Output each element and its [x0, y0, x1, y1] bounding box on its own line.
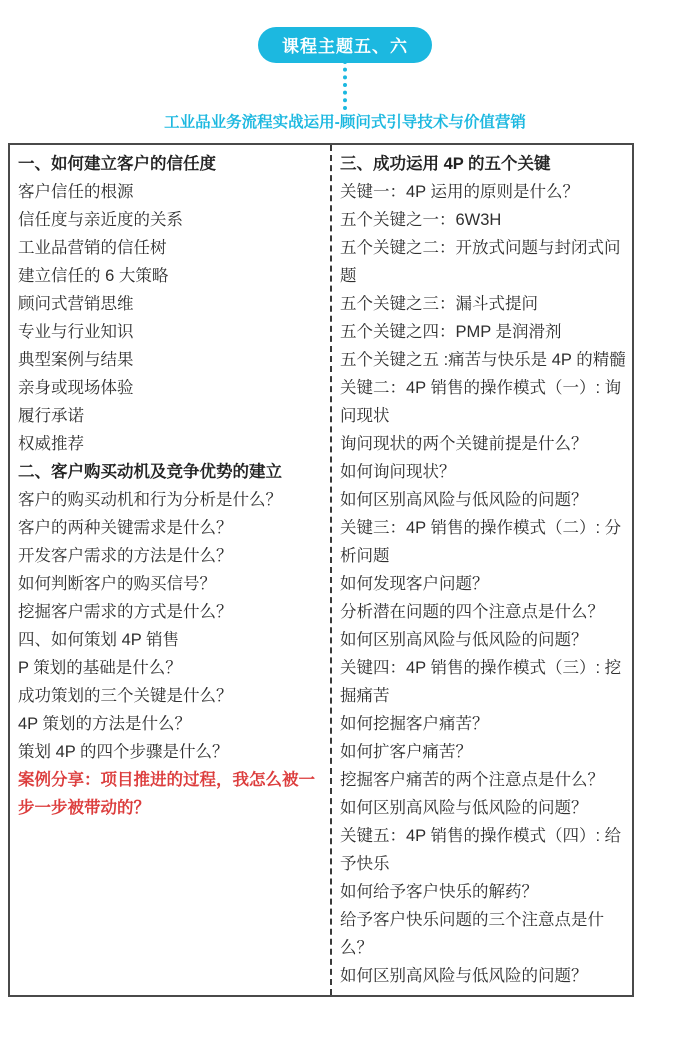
outline-table [8, 143, 634, 997]
outline-item: 五个关键之四：PMP 是润滑剂 [340, 323, 562, 341]
outline-item: 给予客户快乐问题的三个注意点是什么？ [340, 911, 604, 957]
outline-item: 三、成功运用 4P 的五个关键 [340, 155, 551, 173]
outline-item: 开发客户需求的方法是什么？ [18, 547, 233, 565]
outline-item: 如何区别高风险与低风险的问题？ [340, 967, 588, 985]
outline-item: 如何询问现状？ [340, 463, 456, 481]
outline-item: 成功策划的三个关键是什么？ [18, 687, 233, 705]
outline-item: 关键五：4P 销售的操作模式（四）: 给予快乐 [340, 827, 622, 873]
outline-item: 客户的购买动机和行为分析是什么？ [18, 491, 282, 509]
outline-item: 信任度与亲近度的关系 [18, 211, 183, 229]
outline-item: 权威推荐 [18, 435, 84, 453]
outline-item: 如何判断客户的购买信号？ [18, 575, 216, 593]
right-column [332, 145, 632, 995]
outline-item: 关键一：4P 运用的原则是什么？ [340, 183, 579, 201]
outline-item: 分析潜在问题的四个注意点是什么？ [340, 603, 604, 621]
outline-item: 关键三：4P 销售的操作模式（二）: 分析问题 [340, 519, 622, 565]
outline-item: 挖掘客户需求的方式是什么？ [18, 603, 233, 621]
outline-item: 客户信任的根源 [18, 183, 134, 201]
outline-item: 工业品营销的信任树 [18, 239, 167, 257]
left-column [10, 145, 332, 995]
outline-item: 如何区别高风险与低风险的问题？ [340, 631, 588, 649]
outline-item: 关键二：4P 销售的操作模式（一）: 询问现状 [340, 379, 622, 425]
outline-item: 顾问式营销思维 [18, 295, 134, 313]
outline-item: 如何扩客户痛苦？ [340, 743, 472, 761]
topic-badge: 课程主题五、六 [258, 27, 432, 63]
outline-item: 履行承诺 [18, 407, 84, 425]
outline-item: 亲身或现场体验 [18, 379, 134, 397]
outline-item: 关键四：4P 销售的操作模式（三）: 挖掘痛苦 [340, 659, 622, 705]
outline-item: 挖掘客户痛苦的两个注意点是什么？ [340, 771, 604, 789]
outline-item: 五个关键之三：漏斗式提问 [340, 295, 538, 313]
outline-item: 五个关键之一：6W3H [340, 211, 502, 229]
outline-item: P 策划的基础是什么？ [18, 659, 182, 677]
outline-item: 询问现状的两个关键前提是什么？ [340, 435, 588, 453]
outline-item: 如何区别高风险与低风险的问题？ [340, 491, 588, 509]
outline-item: 四、如何策划 4P 销售 [18, 631, 180, 649]
outline-item: 如何给予客户快乐的解药？ [340, 883, 538, 901]
outline-item: 五个关键之二：开放式问题与封闭式问题 [340, 239, 621, 285]
outline-item: 典型案例与结果 [18, 351, 134, 369]
outline-item: 建立信任的 6 大策略 [18, 267, 169, 285]
outline-item: 专业与行业知识 [18, 323, 134, 341]
outline-item: 一、如何建立客户的信任度 [18, 155, 216, 173]
outline-item: 如何区别高风险与低风险的问题？ [340, 799, 588, 817]
outline-item: 客户的两种关键需求是什么？ [18, 519, 233, 537]
outline-item: 4P 策划的方法是什么？ [18, 715, 191, 733]
outline-item: 策划 4P 的四个步骤是什么？ [18, 743, 229, 761]
outline-item: 如何挖掘客户痛苦？ [340, 715, 489, 733]
outline-item: 案例分享：项目推进的过程，我怎么被一步一步被带动的？ [18, 771, 315, 817]
outline-item: 二、客户购买动机及竞争优势的建立 [18, 463, 282, 481]
outline-item: 如何发现客户问题？ [340, 575, 489, 593]
dotted-connector [343, 60, 347, 110]
course-subtitle: 工业品业务流程实战运用-顾问式引导技术与价值营销 [164, 114, 526, 131]
outline-item: 五个关键之五 :痛苦与快乐是 4P 的精髓 [340, 351, 626, 369]
